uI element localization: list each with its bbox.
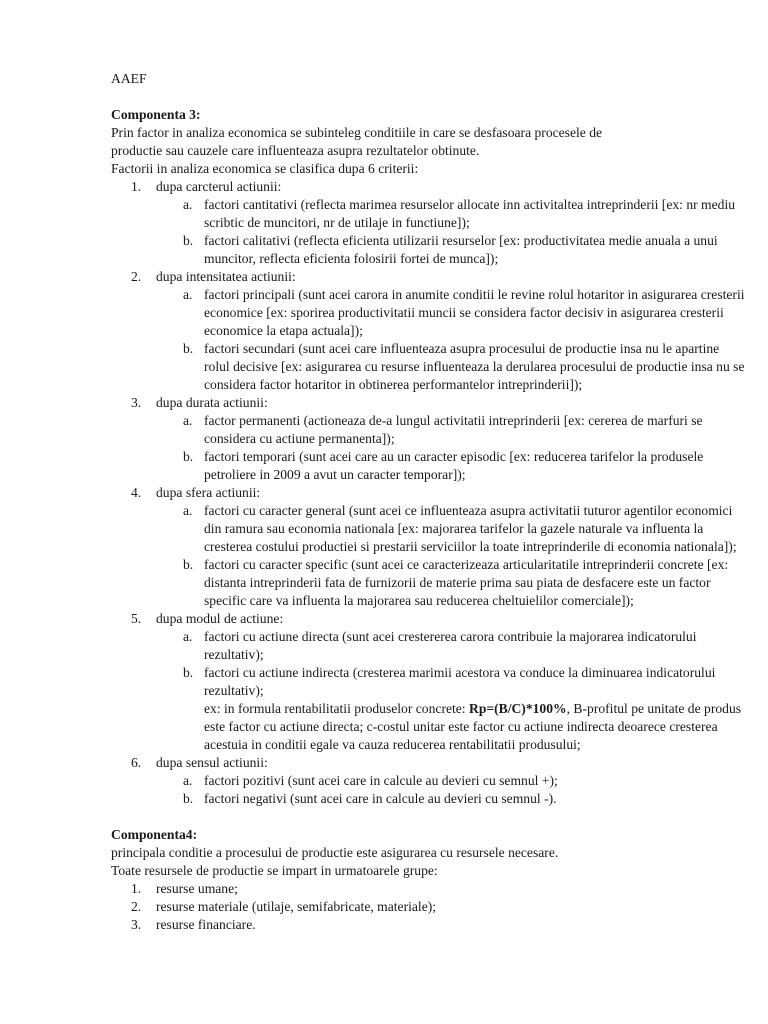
- section-3-intro: [111, 124, 748, 178]
- section-3-intro-line-2: productie sau cauzele care influenteaza asupra rezultatelor obtinute.: [111, 143, 480, 158]
- note-suffix: , B-profitul pe unitate de produs este factor cu actiune directa; c-costul unitar este factor cu actiune indirecta deoarece cresterea acestuia in conditii egale va cauza reducerea rentabilitatii produsului;: [204, 701, 742, 752]
- factor-list: [156, 502, 748, 610]
- factor-letter: a.: [183, 287, 193, 302]
- factor-letter: a.: [183, 197, 193, 212]
- criterion-item: [111, 394, 748, 484]
- section-4-intro-line-2: Toate resursele de productie se impart in urmatoarele grupe:: [111, 863, 438, 878]
- criterion-title: dupa sensul actiunii:: [156, 755, 268, 770]
- factor-letter: b.: [183, 341, 194, 356]
- factor-item: [156, 556, 748, 610]
- factor-item: [156, 286, 748, 340]
- section-4-intro-line-1: principala conditie a procesului de productie este asigurarea cu resursele necesare.: [111, 845, 559, 860]
- factor-item: [156, 790, 748, 808]
- factor-text: factori cu caracter specific (sunt acei ce caracterizeaza articularitatile intreprinderii concrete [ex: distanta intreprinderii fata de furnizorii de materie prima sau piata de desfacere este un factor specific care va influenta la majorarea sau reducerea cheltuielilor comerciale]);: [204, 557, 729, 608]
- factor-list: [156, 412, 748, 484]
- criterion-number: 3.: [131, 395, 142, 410]
- resource-groups-list: [111, 880, 748, 934]
- factor-text: factori principali (sunt acei carora in anumite conditii le revine rolul hotaritor in asigurarea cresterii economice [ex: sporirea productivitatii muncii se considera factor decisiv in asigurarea cresterii economice la etapa actuala]);: [204, 287, 745, 338]
- resource-group-text: resurse materiale (utilaje, semifabricate, materiale);: [156, 899, 437, 914]
- factor-list: [156, 196, 748, 268]
- criteria-list: [111, 178, 748, 808]
- criterion-number: 6.: [131, 755, 142, 770]
- factor-item: [156, 502, 748, 556]
- factor-text: factori temporari (sunt acei care au un caracter episodic [ex: reducerea tarifelor la produsele petroliere in 2009 a avut un caracter temporar]);: [204, 449, 704, 482]
- resource-group-number: 2.: [131, 899, 142, 914]
- criterion-item: [111, 484, 748, 610]
- criterion-item: [111, 268, 748, 394]
- section-3-intro-line-1: Prin factor in analiza economica se subinteleg conditiile in care se desfasoara procesele de: [111, 125, 603, 140]
- factor-text: factori calitativi (reflecta eficienta utilizarii resurselor [ex: productivitatea medie anuala a unui muncitor, reflecta eficienta folosirii fortei de munca]);: [204, 233, 718, 266]
- factor-letter: b.: [183, 791, 194, 806]
- criterion-title: dupa carcterul actiunii:: [156, 179, 282, 194]
- section-spacer: [111, 808, 748, 826]
- factor-letter: b.: [183, 557, 194, 572]
- factor-text: factori cu actiune directa (sunt acei crestererea carora contribuie la majorarea indicatorului rezultativ);: [204, 629, 697, 662]
- factor-letter: a.: [183, 773, 193, 788]
- section-3-intro-line-3: Factorii in analiza economica se clasifica dupa 6 criterii:: [111, 161, 419, 176]
- resource-group-item: [111, 880, 748, 898]
- criterion-number: 4.: [131, 485, 142, 500]
- factor-text: factori cu caracter general (sunt acei ce influenteaza asupra activitatii tuturor agentilor economici din ramura sau economia nationala [ex: majorarea tarifelor la gazele naturale va influenta la cresterea costului productiei si prestarii serviciilor la toate intreprinderile di economia nationala]);: [204, 503, 737, 554]
- criterion-number: 2.: [131, 269, 142, 284]
- section-4-heading: Componenta4:: [111, 827, 198, 842]
- factor-letter: a.: [183, 503, 193, 518]
- criterion-item: [111, 754, 748, 808]
- factor-letter: a.: [183, 413, 193, 428]
- factor-list: [156, 286, 748, 394]
- factor-item: [156, 628, 748, 664]
- criterion-title: dupa sfera actiunii:: [156, 485, 261, 500]
- formula-example-note: [156, 700, 748, 754]
- rentability-formula: Rp=(B/C)*100%: [469, 701, 567, 716]
- section-4-intro: [111, 844, 748, 880]
- resource-group-text: resurse financiare.: [156, 917, 256, 932]
- factor-text: factori cu actiune indirecta (cresterea marimii acestora va conduce la diminuarea indicatorului rezultativ);: [204, 665, 716, 698]
- factor-letter: b.: [183, 665, 194, 680]
- factor-item: [156, 196, 748, 232]
- criterion-number: 1.: [131, 179, 142, 194]
- factor-list: [156, 628, 748, 700]
- factor-item: [156, 664, 748, 700]
- factor-letter: a.: [183, 629, 193, 644]
- factor-item: [156, 448, 748, 484]
- factor-list: [156, 772, 748, 808]
- resource-group-number: 3.: [131, 917, 142, 932]
- criterion-item: [111, 178, 748, 268]
- criterion-title: dupa modul de actiune:: [156, 611, 284, 626]
- factor-item: [156, 340, 748, 394]
- factor-text: factor permanenti (actioneaza de-a lungul activitatii intreprinderii [ex: cererea de marfuri se considera cu actiune permanenta]);: [204, 413, 703, 446]
- criterion-title: dupa intensitatea actiunii:: [156, 269, 296, 284]
- factor-text: factori secundari (sunt acei care influenteaza asupra procesului de productie insa nu le apartine rolul decisive [ex: asigurarea cu resurse influenteaza la derularea procesului de productie insa nu se considera factor hotaritor in obtinerea performantelor intreprinderii]);: [204, 341, 745, 392]
- criterion-item: [111, 610, 748, 754]
- criterion-title: dupa durata actiunii:: [156, 395, 268, 410]
- factor-letter: b.: [183, 449, 194, 464]
- document-title: AAEF: [111, 71, 147, 86]
- factor-letter: b.: [183, 233, 194, 248]
- resource-group-item: [111, 898, 748, 916]
- factor-text: factori pozitivi (sunt acei care in calcule au devieri cu semnul +);: [204, 773, 558, 788]
- factor-item: [156, 412, 748, 448]
- section-3-heading: Componenta 3:: [111, 107, 201, 122]
- factor-item: [156, 232, 748, 268]
- factor-item: [156, 772, 748, 790]
- factor-text: factori negativi (sunt acei care in calcule au devieri cu semnul -).: [204, 791, 557, 806]
- criterion-number: 5.: [131, 611, 142, 626]
- resource-group-number: 1.: [131, 881, 142, 896]
- factor-text: factori cantitativi (reflecta marimea resurselor allocate inn activitaltea intreprinderii [ex: nr mediu scribtic de muncitori, nr de utilaje in functiune]);: [204, 197, 736, 230]
- resource-group-text: resurse umane;: [156, 881, 238, 896]
- note-prefix: ex: in formula rentabilitatii produselor concrete:: [204, 701, 469, 716]
- resource-group-item: [111, 916, 748, 934]
